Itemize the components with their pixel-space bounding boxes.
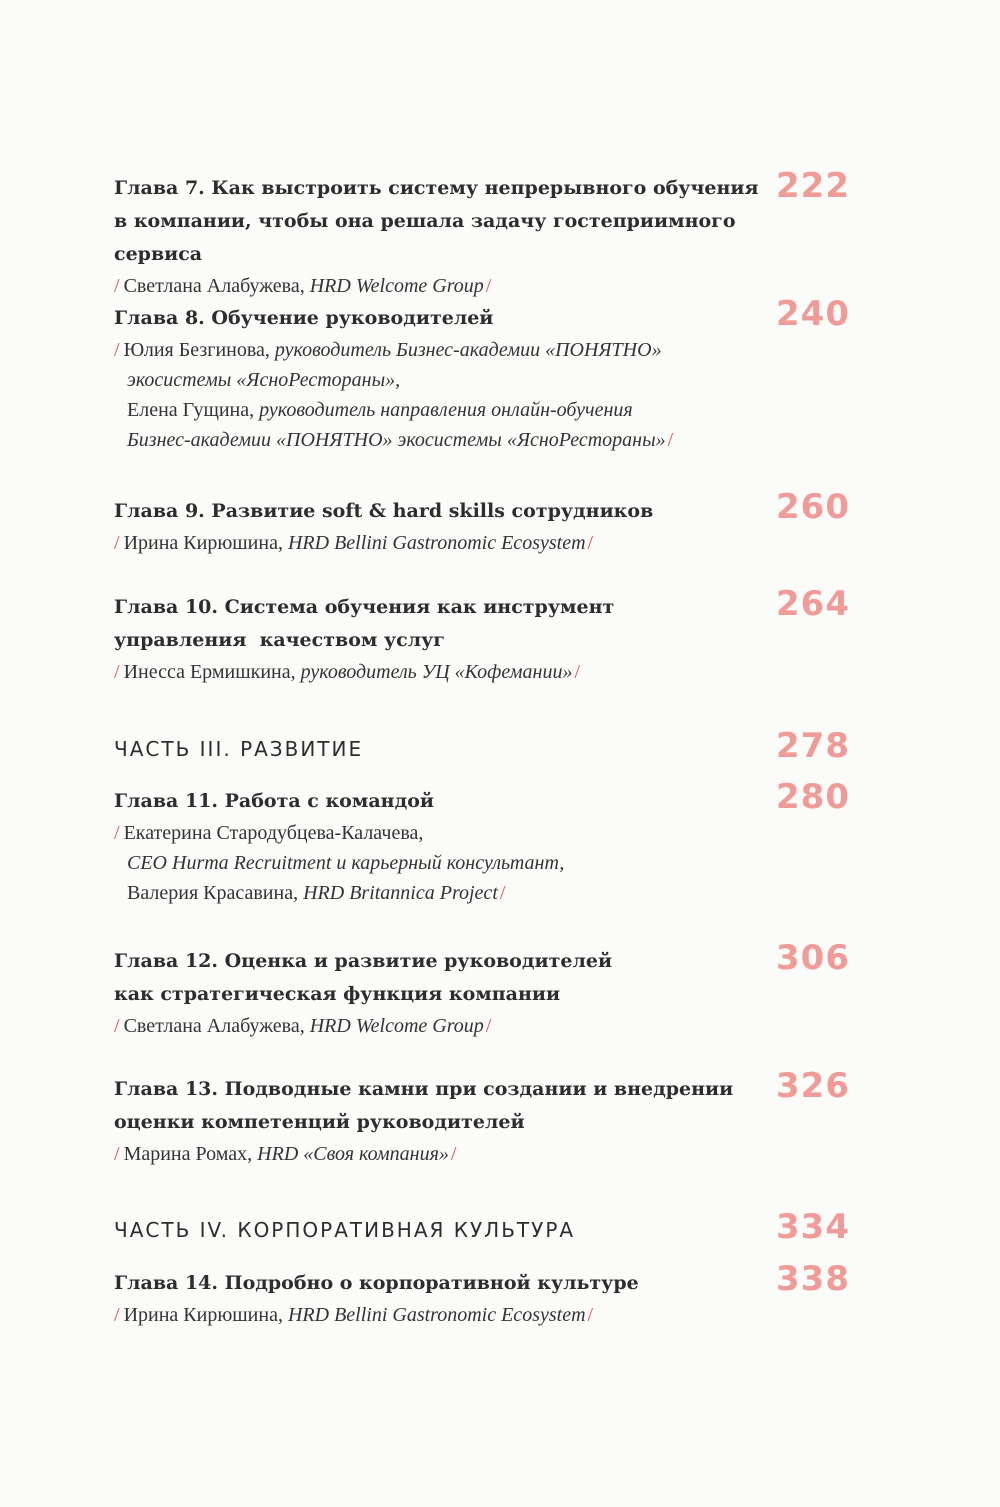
chapter-title: Глава 8. Обучение руководителей [114, 307, 494, 329]
toc-entry-chapter-7[interactable] [114, 172, 784, 301]
chapter-authors [114, 1139, 784, 1169]
slash-mark: / [667, 429, 674, 451]
toc-entry-chapter-13[interactable] [114, 1073, 784, 1169]
author-role: HRD «Своя компания» [257, 1143, 449, 1165]
slash-mark: / [114, 532, 120, 554]
author-name: Валерия Красавина, [127, 882, 304, 904]
part-heading-4[interactable]: ЧАСТЬ IV. КОРПОРАТИВНАЯ КУЛЬТУРА [114, 1218, 576, 1242]
author-name: Юлия Безгинова, [123, 339, 275, 361]
slash-mark: / [114, 339, 120, 361]
author-name: Елена Гущина, [127, 399, 260, 421]
page-number: 260 [776, 487, 850, 527]
chapter-authors [114, 818, 784, 908]
slash-mark: / [114, 1015, 120, 1037]
page-number: 278 [776, 726, 850, 766]
chapter-authors [114, 1011, 784, 1041]
slash-mark: / [114, 822, 120, 844]
slash-mark: / [114, 275, 120, 297]
author-role: HRD Britannica Project [303, 882, 498, 904]
toc-entry-chapter-12[interactable] [114, 945, 784, 1041]
author-role: HRD Welcome Group [309, 1015, 484, 1037]
author-name: Ирина Кирюшина, [123, 532, 288, 554]
chapter-authors [114, 335, 784, 455]
toc-entry-chapter-10[interactable] [114, 591, 784, 687]
author-role: HRD Welcome Group [309, 275, 484, 297]
page-number: 326 [776, 1066, 850, 1106]
toc-entry-chapter-9[interactable] [114, 495, 784, 558]
author-role-cont: Бизнес-академии «ПОНЯТНО» экосистемы «ЯсноРестораны» [127, 429, 666, 451]
chapter-authors [114, 657, 784, 687]
author-line [114, 878, 784, 908]
chapter-title: Глава 12. Оценка и развитие руководителей как стратегическая функция компании [114, 950, 613, 1005]
page-number: 240 [776, 294, 850, 334]
page-number: 306 [776, 938, 850, 978]
chapter-title: Глава 13. Подводные камни при создании и внедрении оценки компетенций руководителей [114, 1078, 734, 1133]
author-line [114, 395, 784, 425]
slash-mark: / [114, 1304, 120, 1326]
toc-entry-chapter-14[interactable] [114, 1267, 784, 1330]
author-name: Марина Ромах, [123, 1143, 258, 1165]
part-heading-3[interactable]: ЧАСТЬ III. РАЗВИТИЕ [114, 737, 364, 761]
slash-mark: / [114, 1143, 120, 1165]
page-number: 222 [776, 166, 850, 206]
author-role: HRD Bellini Gastronomic Ecosystem [287, 1304, 586, 1326]
chapter-title: Глава 10. Система обучения как инструмент управления качеством услуг [114, 596, 615, 651]
author-role: руководитель Бизнес-академии «ПОНЯТНО» [274, 339, 662, 361]
author-role: руководитель направления онлайн-обучения [259, 399, 633, 421]
chapter-title: Глава 9. Развитие soft & hard skills сотрудников [114, 500, 654, 522]
author-name: Светлана Алабужева, [123, 275, 310, 297]
author-name: Екатерина Стародубцева-Калачева, [123, 822, 424, 844]
slash-mark: / [499, 882, 506, 904]
slash-mark: / [587, 532, 594, 554]
slash-mark: / [574, 661, 581, 683]
chapter-title: Глава 7. Как выстроить систему непрерывного обучения в компании, чтобы она решала задачу гостеприимного сервиса [114, 177, 759, 265]
slash-mark: / [114, 661, 120, 683]
chapter-authors [114, 1300, 784, 1330]
slash-mark: / [485, 1015, 492, 1037]
page-number: 280 [776, 777, 850, 817]
page-number: 334 [776, 1207, 850, 1247]
author-role: CEO Hurma Recruitment и карьерный консультант, [127, 852, 565, 874]
author-name: Светлана Алабужева, [123, 1015, 310, 1037]
author-role: руководитель УЦ «Кофемании» [300, 661, 573, 683]
author-name: Инесса Ермишкина, [123, 661, 301, 683]
slash-mark: / [587, 1304, 594, 1326]
slash-mark: / [485, 275, 492, 297]
chapter-title: Глава 11. Работа с командой [114, 790, 434, 812]
page-number: 338 [776, 1259, 850, 1299]
chapter-title: Глава 14. Подробно о корпоративной культуре [114, 1272, 639, 1294]
page-number: 264 [776, 584, 850, 624]
toc-entry-chapter-11[interactable] [114, 785, 784, 908]
author-role-cont: экосистемы «ЯсноРестораны», [127, 369, 401, 391]
chapter-authors [114, 528, 784, 558]
author-role: HRD Bellini Gastronomic Ecosystem [287, 532, 586, 554]
author-name: Ирина Кирюшина, [123, 1304, 288, 1326]
chapter-authors [114, 271, 784, 301]
toc-entry-chapter-8[interactable] [114, 302, 784, 455]
slash-mark: / [450, 1143, 457, 1165]
author-line [114, 425, 784, 455]
